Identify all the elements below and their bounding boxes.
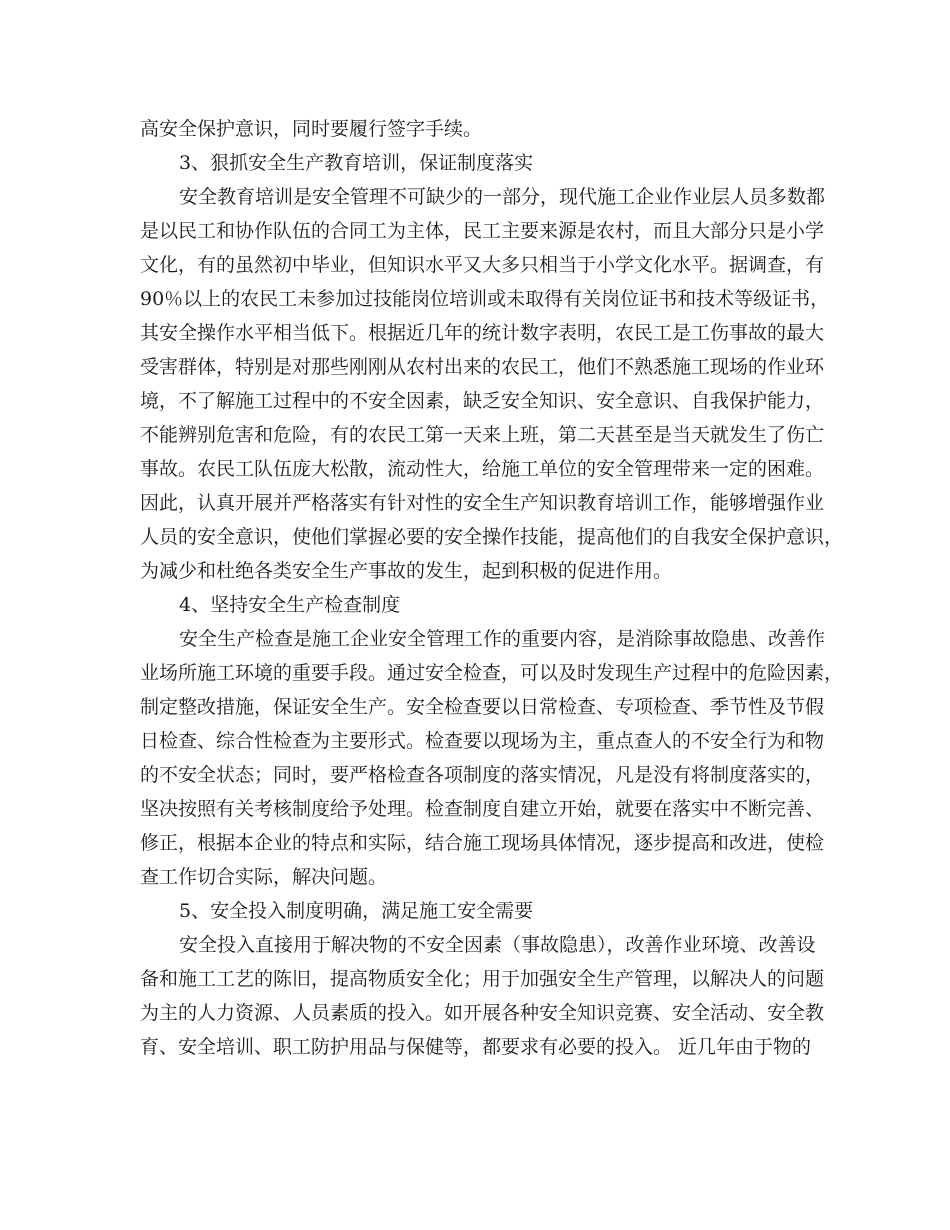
paragraph-line: 文化，有的虽然初中毕业，但知识水平又大多只相当于小学文化水平。据调查，有 [140, 254, 825, 276]
paragraph-line: 因此，认真开展并严格落实有针对性的安全生产知识教育培训工作，能够增强作业 [140, 492, 825, 514]
paragraph-line: 制定整改措施，保证安全生产。安全检查要以日常检查、专项检查、季节性及节假 [140, 696, 825, 718]
paragraph-line: 事故。农民工队伍庞大松散，流动性大，给施工单位的安全管理带来一定的困难。 [140, 458, 825, 480]
paragraph-line: 安全投入直接用于解决物的不安全因素（事故隐患），改善作业环境、改善设 [179, 934, 816, 956]
paragraph-line: 其安全操作水平相当低下。根据近几年的统计数字表明，农民工是工伤事故的最大 [140, 322, 825, 344]
paragraph-line: 90％以上的农民工未参加过技能岗位培训或未取得有关岗位证书和技术等级证书， [140, 288, 830, 310]
paragraph-line: 日检查、综合性检查为主要形式。检查要以现场为主，重点查人的不安全行为和物 [140, 730, 825, 752]
paragraph-line: 的不安全状态；同时，要严格检查各项制度的落实情况，凡是没有将制度落实的， [140, 764, 825, 786]
paragraph-line: 不能辨别危害和危险，有的农民工第一天来上班，第二天甚至是当天就发生了伤亡 [140, 424, 825, 446]
paragraph-line: 安全教育培训是安全管理不可缺少的一部分，现代施工企业作业层人员多数都 [179, 186, 826, 208]
paragraph-line: 为主的人力资源、人员素质的投入。如开展各种安全知识竞赛、安全活动、安全教 [140, 1002, 825, 1024]
paragraph-line: 备和施工工艺的陈旧，提高物质安全化；用于加强安全生产管理，以解决人的问题 [140, 968, 825, 990]
paragraph-line: 境，不了解施工过程中的不安全因素，缺乏安全知识、安全意识、自我保护能力， [140, 390, 825, 412]
paragraph-line: 坚决按照有关考核制度给予处理。检查制度自建立开始，就要在落实中不断完善、 [140, 798, 825, 820]
paragraph-line: 高安全保护意识，同时要履行签字手续。 [140, 118, 483, 140]
section-heading: 4、坚持安全生产检查制度 [179, 594, 401, 616]
paragraph-line: 业场所施工环境的重要手段。通过安全检查，可以及时发现生产过程中的危险因素， [140, 662, 844, 684]
paragraph-line: 人员的安全意识，使他们掌握必要的安全操作技能，提高他们的自我安全保护意识， [140, 526, 844, 548]
paragraph-line: 安全生产检查是施工企业安全管理工作的重要内容，是消除事故隐患、改善作 [179, 628, 826, 650]
paragraph-line: 修正，根据本企业的特点和实际，结合施工现场具体情况，逐步提高和改进，使检 [140, 832, 825, 854]
paragraph-line: 为减少和杜绝各类安全生产事故的发生，起到积极的促进作用。 [140, 560, 673, 582]
paragraph-line: 受害群体，特别是对那些刚刚从农村出来的农民工，他们不熟悉施工现场的作业环 [140, 356, 825, 378]
section-heading: 3、狠抓安全生产教育培训，保证制度落实 [179, 152, 534, 174]
section-heading: 5、安全投入制度明确，满足施工安全需要 [179, 900, 534, 922]
paragraph-line: 查工作切合实际，解决问题。 [140, 866, 388, 888]
paragraph-line: 是以民工和协作队伍的合同工为主体，民工主要来源是农村，而且大部分只是小学 [140, 220, 825, 242]
paragraph-line: 育、安全培训、职工防护用品与保健等，都要求有必要的投入。 近几年由于物的 [140, 1036, 812, 1058]
